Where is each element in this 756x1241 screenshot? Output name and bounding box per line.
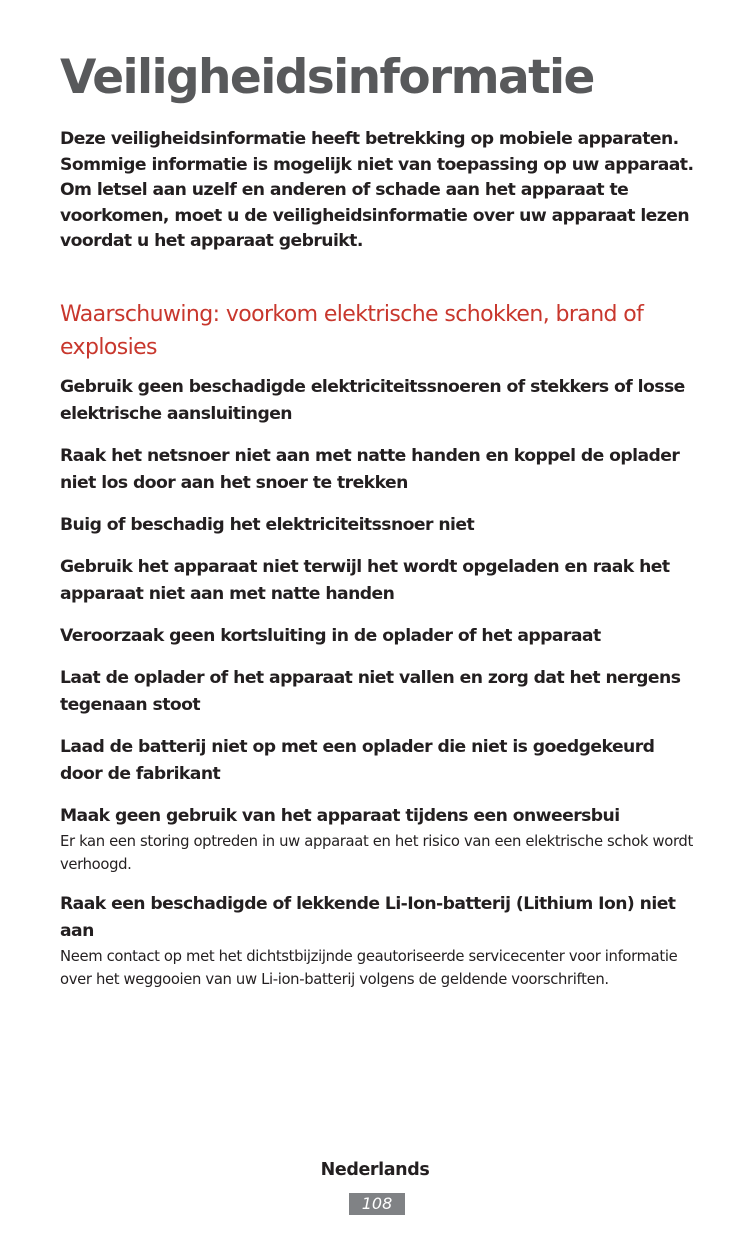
page-number: 108 (349, 1193, 405, 1215)
warning-heading: Raak het netsnoer niet aan met natte handen en koppel de oplader niet los door aan het snoer te trekken (60, 445, 680, 493)
section-heading: Waarschuwing: voorkom elektrische schokken, brand of explosies (60, 301, 644, 360)
warning-description: Er kan een storing optreden in uw apparaat en het risico van een elektrische schok wordt verhoogd. (60, 832, 693, 873)
warning-item (60, 554, 696, 608)
warning-heading: Maak geen gebruik van het apparaat tijdens een onweersbui (60, 805, 620, 826)
warning-heading: Gebruik het apparaat niet terwijl het wordt opgeladen en raak het apparaat niet aan met natte handen (60, 556, 670, 604)
warning-description: Neem contact op met het dichtstbijzijnde geautoriseerde servicecenter voor informatie over het weggooien van uw Li-ion-batterij volgens de geldende voorschriften. (60, 947, 678, 988)
warning-item (60, 443, 696, 497)
warning-item (60, 734, 696, 788)
warning-item (60, 623, 696, 650)
warning-heading: Laat de oplader of het apparaat niet vallen en zorg dat het nergens tegenaan stoot (60, 667, 681, 715)
warning-heading: Buig of beschadig het elektriciteitssnoer niet (60, 514, 475, 535)
page-footer (0, 1157, 756, 1183)
warning-heading: Veroorzaak geen kortsluiting in de oplader of het apparaat (60, 625, 601, 646)
warning-item (60, 803, 696, 876)
page-title: Veiligheidsinformatie (60, 50, 594, 105)
warning-item (60, 665, 696, 719)
document-page (60, 48, 696, 1006)
warning-item (60, 374, 696, 428)
page-number-container (0, 1193, 756, 1215)
warning-heading: Raak een beschadigde of lekkende Li-Ion-batterij (Lithium Ion) niet aan (60, 893, 676, 941)
warning-item (60, 891, 696, 991)
warning-item (60, 512, 696, 539)
warning-list (60, 374, 696, 991)
warning-heading: Laad de batterij niet op met een oplader die niet is goedgekeurd door de fabrikant (60, 736, 655, 784)
footer-language: Nederlands (320, 1160, 430, 1180)
intro-paragraph: Deze veiligheidsinformatie heeft betrekking op mobiele apparaten. Sommige informatie is mogelijk niet van toepassing op uw apparaat. Om letsel aan uzelf en anderen of schade aan het apparaat te voorkomen, moet u de veiligheidsinformatie over uw apparaat lezen voordat u het apparaat gebruikt. (60, 129, 694, 251)
warning-heading: Gebruik geen beschadigde elektriciteitssnoeren of stekkers of losse elektrische aansluitingen (60, 376, 685, 424)
